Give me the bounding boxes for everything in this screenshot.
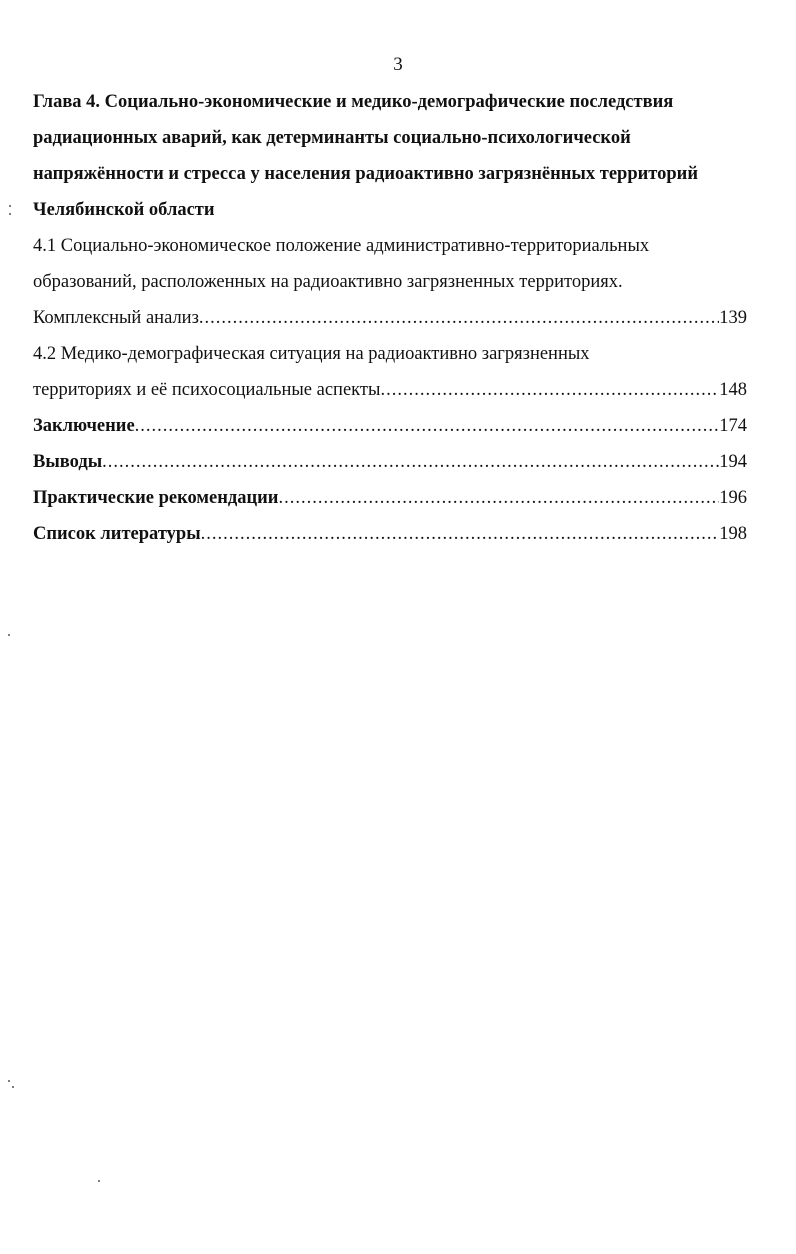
entry-title: Выводы bbox=[33, 452, 103, 472]
scan-speck bbox=[9, 213, 11, 215]
chapter-heading-line: Челябинской области bbox=[33, 200, 215, 220]
entry-page-number: 194 bbox=[719, 452, 747, 472]
entry-page-number: 198 bbox=[719, 524, 747, 544]
dot-leader bbox=[278, 480, 719, 516]
section-line: 4.1 Социально-экономическое положение административно-территориальных bbox=[33, 236, 650, 256]
section-title-tail: территориях и её психосоциальные аспекты bbox=[33, 380, 381, 400]
section-page-number: 139 bbox=[719, 308, 747, 328]
entry-page-number: 174 bbox=[719, 416, 747, 436]
section-line: образований, расположенных на радиоактивно загрязненных территориях. bbox=[33, 272, 623, 292]
chapter-4-heading bbox=[33, 84, 747, 228]
toc-section-4-1 bbox=[33, 228, 747, 336]
dot-leader bbox=[102, 444, 719, 480]
dot-leader bbox=[201, 516, 720, 552]
toc-entry-references bbox=[33, 516, 747, 552]
section-leader-line bbox=[33, 300, 747, 336]
toc-entry-findings bbox=[33, 444, 747, 480]
section-title-tail: Комплексный анализ bbox=[33, 308, 199, 328]
section-page-number: 148 bbox=[719, 380, 747, 400]
scan-speck bbox=[8, 1080, 10, 1082]
scan-speck bbox=[98, 1180, 100, 1182]
chapter-heading-line: Глава 4. Социально-экономические и медико-демографические последствия bbox=[33, 92, 674, 112]
entry-page-number: 196 bbox=[719, 488, 747, 508]
section-line: 4.2 Медико-демографическая ситуация на радиоактивно загрязненных bbox=[33, 344, 590, 364]
scan-speck bbox=[8, 634, 10, 636]
entry-title: Практические рекомендации bbox=[33, 488, 279, 508]
toc-entry-conclusion bbox=[33, 408, 747, 444]
toc-entry-recommendations bbox=[33, 480, 747, 516]
dot-leader bbox=[135, 408, 720, 444]
scan-speck bbox=[12, 1086, 14, 1088]
table-of-contents bbox=[33, 84, 747, 552]
toc-section-4-2 bbox=[33, 336, 747, 408]
entry-title: Список литературы bbox=[33, 524, 201, 544]
dot-leader bbox=[199, 300, 719, 336]
page-number: 3 bbox=[393, 54, 403, 75]
scan-speck bbox=[9, 205, 11, 207]
entry-title: Заключение bbox=[33, 416, 135, 436]
chapter-heading-line: напряжённости и стресса у населения радиоактивно загрязнённых территорий bbox=[33, 164, 698, 184]
dot-leader bbox=[380, 372, 719, 408]
chapter-heading-line: радиационных аварий, как детерминанты социально-психологической bbox=[33, 128, 631, 148]
section-leader-line bbox=[33, 372, 747, 408]
